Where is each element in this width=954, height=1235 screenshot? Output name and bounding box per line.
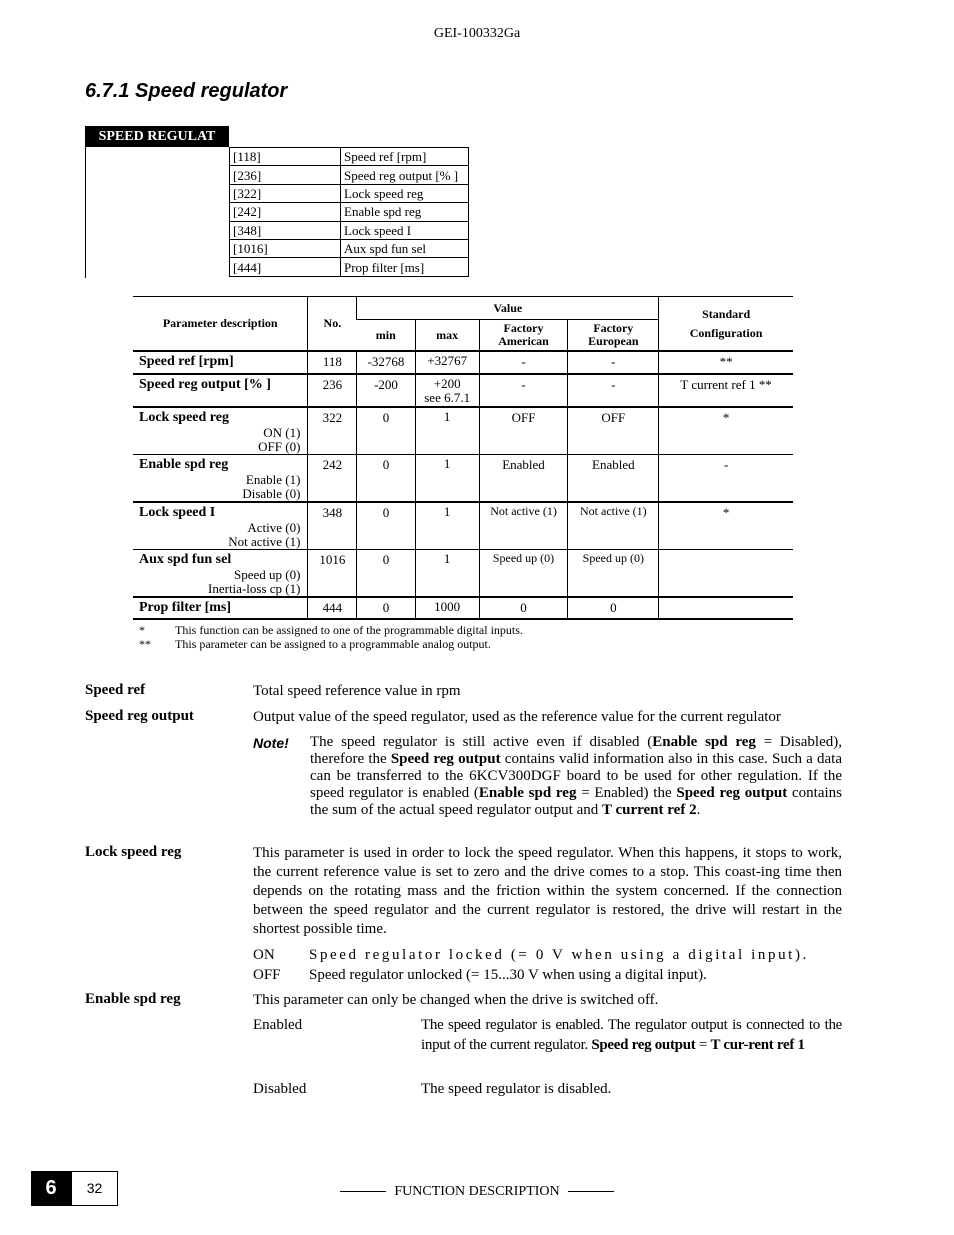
header-max: max <box>415 320 479 352</box>
note-t5: contains the sum of the actual speed regulator output and <box>310 785 842 818</box>
block-param-number: [322] <box>230 184 341 202</box>
page-number: 32 <box>71 1171 118 1206</box>
param-factory-european: Speed up (0) <box>568 550 659 598</box>
block-row <box>230 258 469 276</box>
block-param-name: Speed reg output [% ] <box>341 166 469 184</box>
param-min: 0 <box>357 550 415 598</box>
note-t1: The speed regulator is still active even if disabled ( <box>310 734 653 750</box>
param-factory-american: Enabled <box>479 455 568 503</box>
desc-enable-spd-reg-text: This parameter can only be changed when the drive is switched off. <box>253 992 659 1008</box>
note-b4: Speed reg output <box>676 785 788 801</box>
header-standard-configuration <box>659 297 793 352</box>
param-min: 0 <box>357 407 415 455</box>
param-factory-european: - <box>568 374 659 407</box>
param-max-cell <box>415 597 479 619</box>
lock-off-row <box>253 966 707 985</box>
block-param-number: [118] <box>230 148 341 166</box>
block-row <box>230 184 469 202</box>
param-cell <box>133 455 308 503</box>
footer-rule-left <box>340 1191 386 1192</box>
table-row <box>133 374 793 407</box>
block-param-number: [1016] <box>230 239 341 257</box>
table-row <box>133 550 793 598</box>
param-factory-european: - <box>568 351 659 374</box>
param-name: Speed reg output [% ] <box>139 377 271 392</box>
param-min: -200 <box>357 374 415 407</box>
disabled-key: Disabled <box>253 1081 307 1097</box>
header-fe-line2: European <box>588 334 639 348</box>
enabled-b2: T cur-rent ref 1 <box>710 1036 805 1053</box>
note-text <box>310 734 842 819</box>
param-number: 236 <box>308 374 357 407</box>
block-param-name: Lock speed I <box>341 221 469 239</box>
param-number: 444 <box>308 597 357 619</box>
param-number: 322 <box>308 407 357 455</box>
desc-speed-ref-text: Total speed reference value in rpm <box>253 683 461 699</box>
block-row <box>230 221 469 239</box>
block-param-number: [348] <box>230 221 341 239</box>
table-row <box>133 502 793 550</box>
block-param-number: [242] <box>230 203 341 221</box>
param-max: 1 <box>443 504 451 519</box>
param-max: 1000 <box>434 599 461 614</box>
note-label: Note! <box>253 735 289 751</box>
param-cell <box>133 502 308 550</box>
param-max-cell <box>415 374 479 407</box>
section-title: 6.7.1 Speed regulator <box>85 80 288 102</box>
footnote-2 <box>139 637 523 651</box>
block-row <box>230 148 469 166</box>
param-cell <box>133 351 308 374</box>
block-param-name: Lock speed reg <box>341 184 469 202</box>
param-name: Enable spd reg <box>139 457 229 472</box>
lock-off-text: Speed regulator unlocked (= 15...30 V when using a digital input). <box>309 967 707 983</box>
param-factory-european: OFF <box>568 407 659 455</box>
block-row <box>230 203 469 221</box>
note-t2: = Disabled), therefore the <box>310 734 842 767</box>
header-fa-line2: American <box>498 334 549 348</box>
param-factory-european: Not active (1) <box>568 502 659 550</box>
lock-on-text: Speed regulator locked (= 0 V when using a digital input). <box>309 947 809 963</box>
block-header: SPEED REGULAT <box>85 126 229 147</box>
desc-lock-speed-reg-label: Lock speed reg <box>85 844 182 860</box>
header-parameter-description: Parameter description <box>133 297 308 352</box>
footnote-text: This function can be assigned to one of the programmable digital inputs. <box>175 623 523 637</box>
block-row <box>230 166 469 184</box>
param-max-cell <box>415 550 479 598</box>
block-param-name: Aux spd fun sel <box>341 239 469 257</box>
param-factory-american: OFF <box>479 407 568 455</box>
param-standard-config: * <box>659 407 793 455</box>
desc-speed-ref-label: Speed ref <box>85 682 146 698</box>
table-row <box>133 351 793 374</box>
param-standard-config <box>659 550 793 598</box>
param-option: Inertia-loss cp (1) <box>208 581 301 596</box>
header-std-line1: Standard <box>702 306 751 321</box>
param-number: 1016 <box>308 550 357 598</box>
param-name: Aux spd fun sel <box>139 552 232 567</box>
param-cell <box>133 597 308 619</box>
param-factory-american: - <box>479 374 568 407</box>
footnotes <box>139 623 523 651</box>
enabled-b1: Speed reg output <box>591 1036 696 1053</box>
desc-speed-reg-output-text: Output value of the speed regulator, used as the reference value for the current regulator <box>253 709 781 725</box>
block-left-rule <box>85 147 86 278</box>
param-option: Active (0) <box>247 520 301 535</box>
param-max-cell <box>415 407 479 455</box>
note-t6: . <box>696 802 701 818</box>
param-max: +200 <box>433 376 461 391</box>
block-param-name: Prop filter [ms] <box>341 258 469 276</box>
param-max: +32767 <box>427 353 468 368</box>
param-max: 1 <box>443 456 451 471</box>
header-factory-american <box>479 320 568 352</box>
footnote-1 <box>139 623 523 637</box>
header-no: No. <box>308 297 357 352</box>
param-factory-american: Not active (1) <box>479 502 568 550</box>
block-parameter-list <box>229 147 469 277</box>
footnote-mark: ** <box>139 637 151 651</box>
enabled-text <box>421 1016 842 1055</box>
lock-on-key: ON <box>253 947 275 963</box>
param-option: Speed up (0) <box>234 567 301 582</box>
footer-title-text: FUNCTION DESCRIPTION <box>394 1184 560 1199</box>
param-standard-config: - <box>659 455 793 503</box>
param-cell <box>133 550 308 598</box>
param-min: -32768 <box>357 351 415 374</box>
param-option: Enable (1) <box>245 472 301 487</box>
param-option: Not active (1) <box>228 534 301 549</box>
param-number: 118 <box>308 351 357 374</box>
block-param-name: Speed ref [rpm] <box>341 148 469 166</box>
note-b3: Enable spd reg <box>478 785 577 801</box>
note-t3: contains valid information also in this case. Such a data can be transferred to the 6KCV300DGF board to be used for other regulation. If the speed regulator is enabled ( <box>310 751 842 801</box>
footer-title <box>0 1184 954 1200</box>
param-standard-config: * <box>659 502 793 550</box>
param-standard-config: ** <box>659 351 793 374</box>
param-min: 0 <box>357 597 415 619</box>
desc-speed-reg-output-label: Speed reg output <box>85 708 194 724</box>
param-factory-american: Speed up (0) <box>479 550 568 598</box>
param-option: OFF (0) <box>258 439 301 454</box>
param-option: ON (1) <box>263 425 301 440</box>
chapter-number: 6 <box>31 1171 71 1206</box>
block-row <box>230 239 469 257</box>
lock-off-key: OFF <box>253 967 281 983</box>
document-id: GEI-100332Ga <box>433 26 521 41</box>
enabled-t1: The speed regulator is enabled. The regulator output is connected to the input of the current regulator. <box>421 1017 842 1053</box>
block-param-name: Enable spd reg <box>341 203 469 221</box>
param-name: Lock speed reg <box>139 410 229 425</box>
param-factory-american: - <box>479 351 568 374</box>
param-max: 1 <box>443 551 451 566</box>
param-factory-american: 0 <box>479 597 568 619</box>
table-row <box>133 407 793 455</box>
param-number: 348 <box>308 502 357 550</box>
param-option: Disable (0) <box>242 486 301 501</box>
block-param-number: [444] <box>230 258 341 276</box>
param-cell <box>133 407 308 455</box>
footnote-text: This parameter can be assigned to a programmable analog output. <box>175 637 491 651</box>
param-cell <box>133 374 308 407</box>
lock-on-row <box>253 946 842 965</box>
header-min: min <box>357 320 415 352</box>
note-b2: Speed reg output <box>390 751 501 767</box>
header-factory-european <box>568 320 659 352</box>
param-name: Speed ref [rpm] <box>139 354 234 369</box>
disabled-text: The speed regulator is disabled. <box>421 1081 612 1097</box>
desc-lock-speed-reg-text: This parameter is used in order to lock the speed regulator. When this happens, it stops to work, the current reference value is set to zero and the drive comes to a stop. This coast-ing time then depends on the rotating mass and the friction within the system concerned. If the connection between the speed regulator and the current regulator is restored, the drive will restart in the shortest possible time. <box>253 845 842 937</box>
param-factory-european: Enabled <box>568 455 659 503</box>
table-row <box>133 597 793 619</box>
param-max-cell <box>415 351 479 374</box>
param-name: Lock speed I <box>139 505 216 520</box>
note-t4: = Enabled) the <box>576 785 677 801</box>
header-fa-line1: Factory <box>503 321 544 335</box>
param-factory-european: 0 <box>568 597 659 619</box>
header-value: Value <box>357 297 659 320</box>
desc-enable-spd-reg-label: Enable spd reg <box>85 991 181 1007</box>
param-number: 242 <box>308 455 357 503</box>
param-standard-config <box>659 597 793 619</box>
parameter-table <box>133 296 793 620</box>
footnote-mark: * <box>139 623 145 637</box>
block-param-number: [236] <box>230 166 341 184</box>
param-standard-config: T current ref 1 ** <box>659 374 793 407</box>
param-name: Prop filter [ms] <box>139 600 232 615</box>
param-max-cell <box>415 502 479 550</box>
param-max-cell <box>415 455 479 503</box>
note-b5: T current ref 2 <box>602 802 697 818</box>
param-min: 0 <box>357 455 415 503</box>
header-std-line2: Configuration <box>689 325 763 340</box>
note-b1: Enable spd reg <box>652 734 756 750</box>
param-max: 1 <box>443 409 451 424</box>
enabled-t2: = <box>695 1036 711 1053</box>
table-row <box>133 455 793 503</box>
enabled-key: Enabled <box>253 1017 303 1033</box>
footer-rule-right <box>568 1191 614 1192</box>
param-min: 0 <box>357 502 415 550</box>
header-fe-line1: Factory <box>593 321 634 335</box>
param-max-note: see 6.7.1 <box>424 390 471 405</box>
